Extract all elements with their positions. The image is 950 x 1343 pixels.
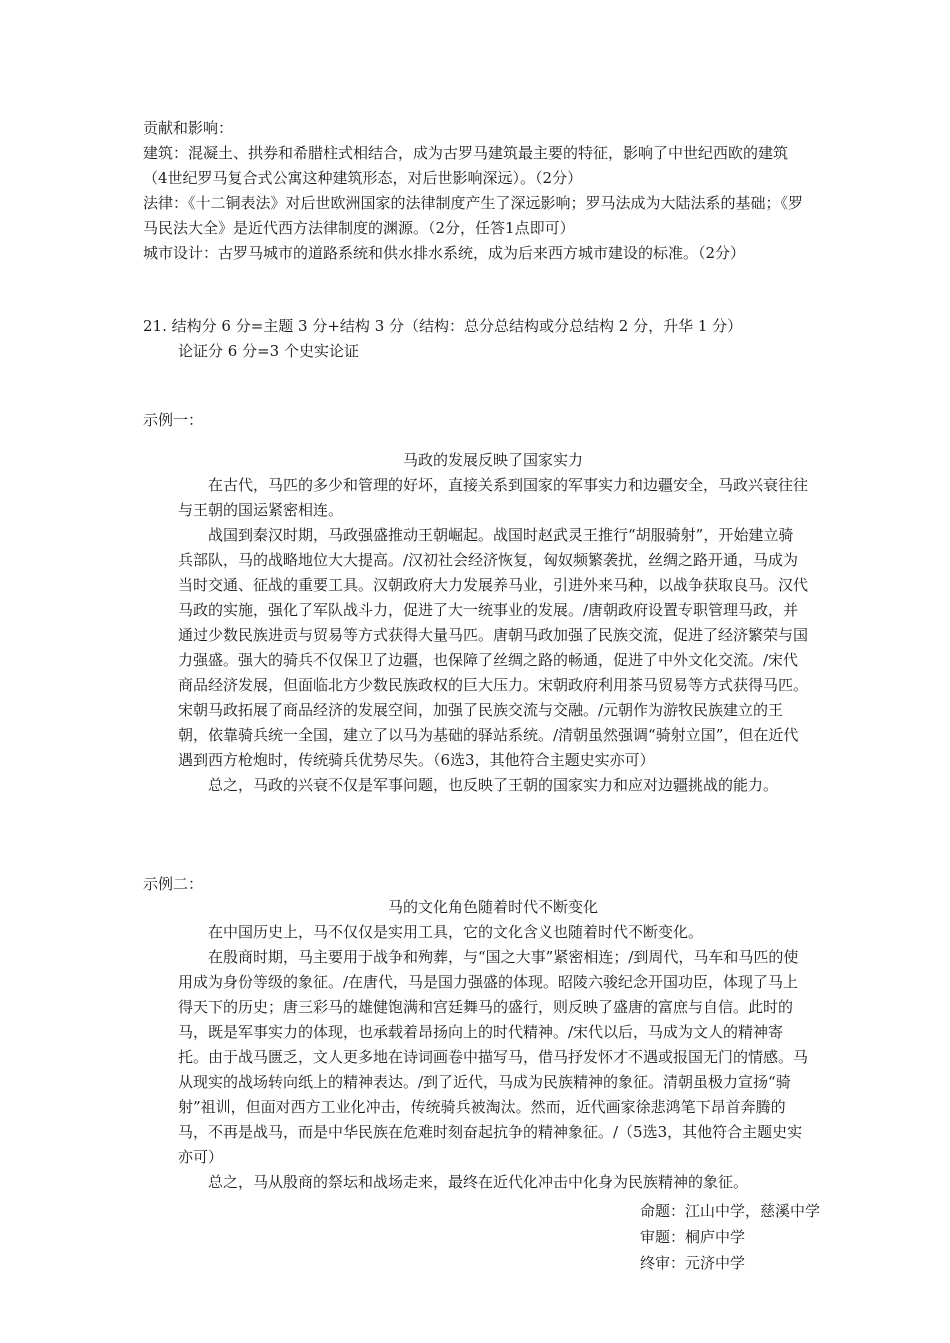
example-1-title: 马政的发展反映了国家实力 (402, 451, 583, 469)
example-2-paragraph: 在中国历史上，马不仅仅是实用工具，它的文化含义也随着时代不断变化。 (208, 923, 704, 941)
law-point: 法律：《十二铜表法》对后世欧洲国家的法律制度产生了深远影响；罗马法成为大陆法系的基础；《罗马民法大全》是近代西方法律制度的渊源。（2分，任答1点即可） (143, 194, 804, 237)
section-21-scoring (143, 314, 808, 364)
review-credit: 审题：桐庐中学 (640, 1228, 746, 1246)
structure-score: 21. 结构分 6 分=主题 3 分+结构 3 分（结构：总分总结构或分总结构 2 分，升华 1 分） (143, 317, 743, 335)
example-2-title: 马的文化角色随着时代不断变化 (387, 898, 598, 916)
final-review-credit: 终审：元济中学 (640, 1254, 746, 1272)
section-20-answer (143, 116, 808, 266)
architecture-point: 建筑：混凝土、拱券和希腊柱式相结合，成为古罗马建筑最主要的特征，影响了中世纪西欧的建筑（4世纪罗马复合式公寓这种建筑形态，对后世影响深远）。（2分） (143, 144, 789, 187)
city-design-point: 城市设计：古罗马城市的道路系统和供水排水系统，成为后来西方城市建设的标准。（2分） (143, 244, 746, 262)
example-1-paragraph: 战国到秦汉时期，马政强盛推动王朝崛起。战国时赵武灵王推行“胡服骑射”，开始建立骑兵部队，马的战略地位大大提高。/汉初社会经济恢复，匈奴频繁袭扰，丝绸之路开通，马成为当时交通、征战的重要工具。汉朝政府大力发展养马业，引进外来马种，以战争获取良马。汉代马政的实施，强化了军队战斗力，促进了大一统事业的发展。/唐朝政府设置专职管理马政，并通过少数民族进贡与贸易等方式获得大量马匹。唐朝马政加强了民族交流，促进了经济繁荣与国力强盛。强大的骑兵不仅保卫了边疆，也保障了丝绸之路的畅通，促进了中外文化交流。/宋代商品经济发展，但面临北方少数民族政权的巨大压力。宋朝政府利用茶马贸易等方式获得马匹。宋朝马政拓展了商品经济的发展空间，加强了民族交流与交融。/元朝作为游牧民族建立的王朝，依靠骑兵统一全国，建立了以马为基础的驿站系统。/清朝虽然强调“骑射立国”，但在近代遇到西方枪炮时，传统骑兵优势尽失。（6选3，其他符合主题史实亦可） (178, 526, 809, 769)
example-1-paragraph: 在古代，马匹的多少和管理的好坏，直接关系到国家的军事实力和边疆安全，马政兴衰往往与王朝的国运紧密相连。 (178, 476, 809, 519)
example-2-label: 示例二： (143, 875, 204, 893)
example-2-paragraph: 总之，马从殷商的祭坛和战场走来，最终在近代化冲击中化身为民族精神的象征。 (208, 1173, 749, 1191)
example-2-essay (178, 895, 808, 1195)
example-1-paragraph: 总之，马政的兴衰不仅是军事问题，也反映了王朝的国家实力和应对边疆挑战的能力。 (208, 776, 779, 794)
argument-score: 论证分 6 分=3 个史实论证 (178, 342, 359, 360)
example-1-essay (178, 448, 808, 798)
author-credit: 命题：江山中学，慈溪中学 (640, 1202, 821, 1220)
example-2-paragraph: 在殷商时期，马主要用于战争和殉葬，与“国之大事”紧密相连；/到周代，马车和马匹的使用成为身份等级的象征。/在唐代，马是国力强盛的体现。昭陵六骏纪念开国功臣，体现了马上得天下的历史；唐三彩马的雄健饱满和宫廷舞马的盛行，则反映了盛唐的富庶与自信。此时的马，既是军事实力的体现，也承载着昂扬向上的时代精神。/宋代以后，马成为文人的精神寄托。由于战马匮乏，文人更多地在诗词画卷中描写马，借马抒发怀才不遇或报国无门的情感。马从现实的战场转向纸上的精神表达。/到了近代，马成为民族精神的象征。清朝虽极力宣扬“骑射”祖训，但面对西方工业化冲击，传统骑兵被淘汰。然而，近代画家徐悲鸿笔下昂首奔腾的马，不再是战马，而是中华民族在危难时刻奋起抗争的精神象征。/（5选3，其他符合主题史实亦可） (178, 948, 809, 1166)
credits (640, 1198, 900, 1276)
section-heading: 贡献和影响： (143, 119, 234, 137)
example-1-label: 示例一： (143, 411, 204, 429)
